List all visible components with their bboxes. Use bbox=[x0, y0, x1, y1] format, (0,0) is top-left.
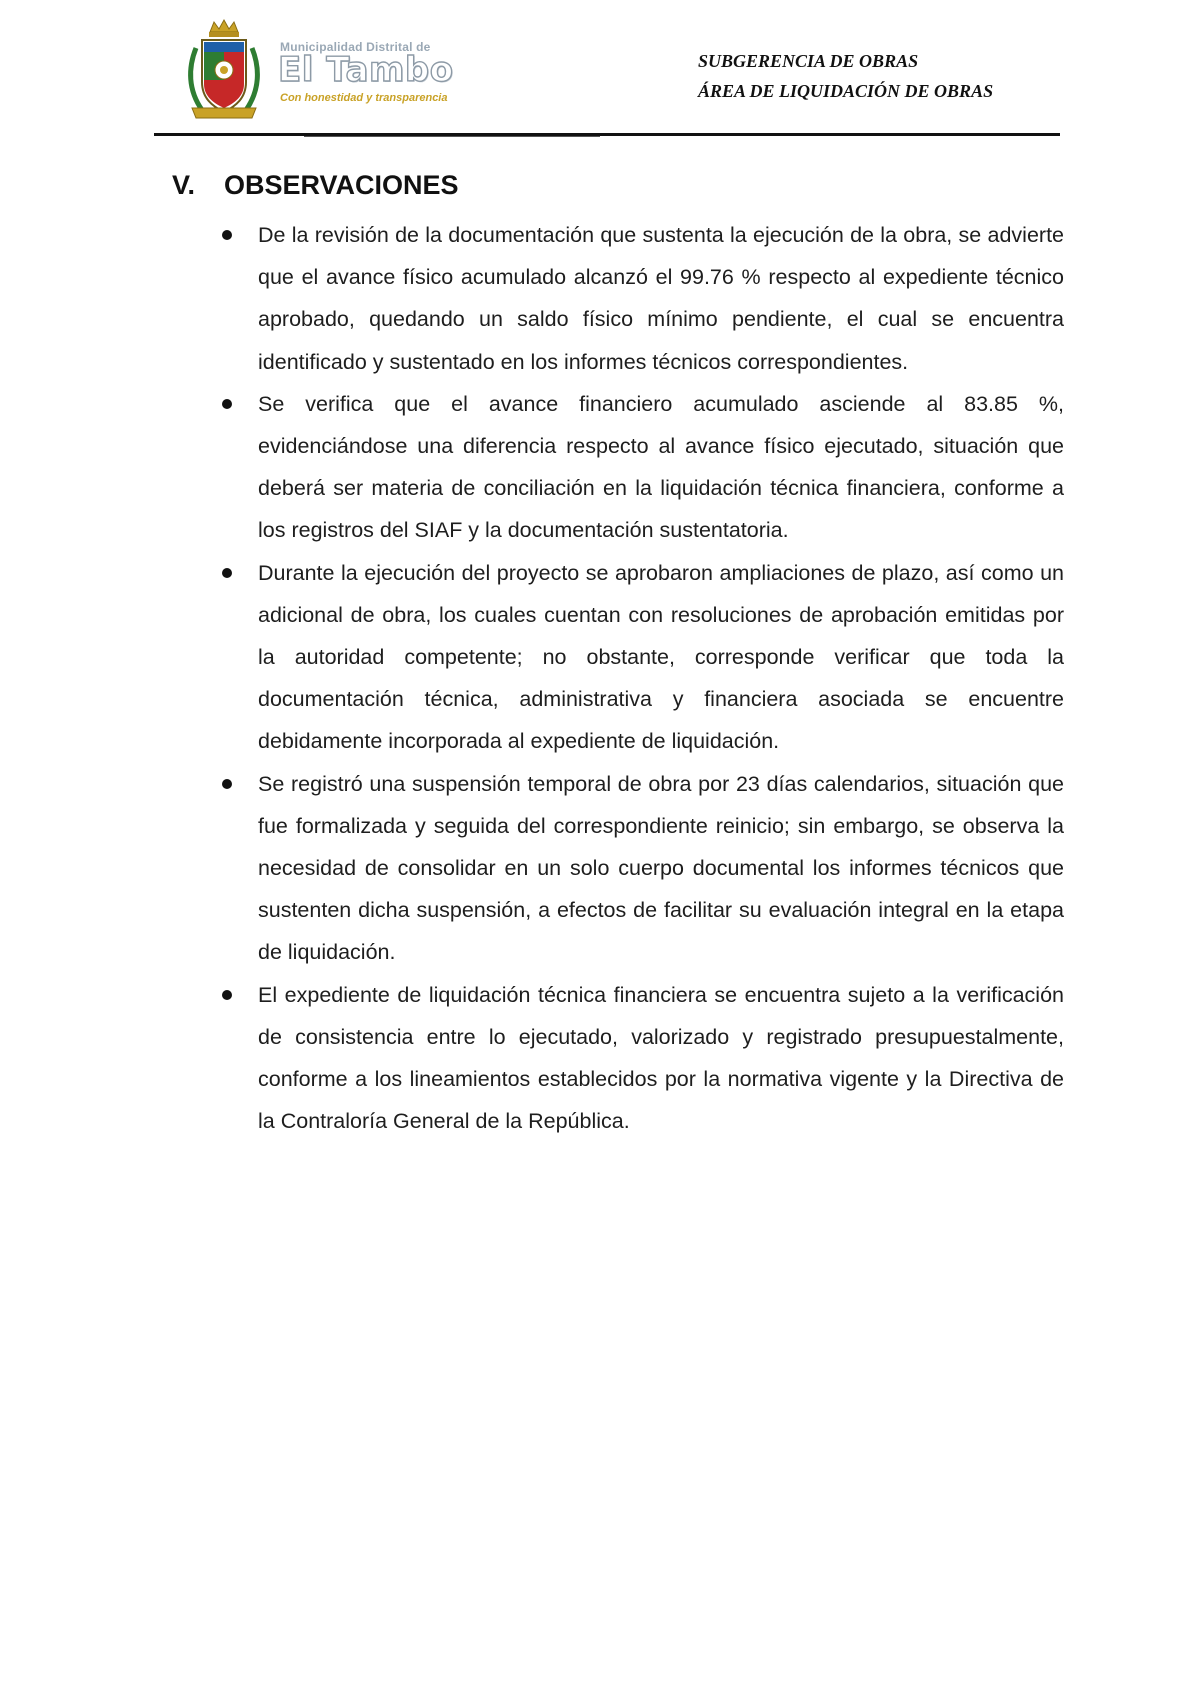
list-item bbox=[220, 383, 1064, 552]
observation-text: Se registró una suspensión temporal de obra por 23 días calendarios, situación que fue formalizada y seguida del correspondiente reinicio; sin embargo, se observa la necesidad de consolidar en un solo cuerpo documental los informes técnicos que sustenten dicha suspensión, a efectos de facilitar su evaluación integral en la etapa de liquidación. bbox=[258, 771, 1064, 965]
bullet-icon bbox=[222, 568, 232, 578]
header-divider-thin bbox=[304, 136, 600, 137]
bullet-icon bbox=[222, 779, 232, 789]
observation-text: De la revisión de la documentación que sustenta la ejecución de la obra, se advierte que el avance físico acumulado alcanzó el 99.76 % respecto al expediente técnico aprobado, quedando un saldo físico mínimo pendiente, el cual se encuentra identificado y sustentado en los informes técnicos correspondientes. bbox=[258, 223, 1064, 374]
observation-text: Se verifica que el avance financiero acumulado asciende al 83.85 %, evidenciándose una diferencia respecto al avance físico ejecutado, situación que deberá ser materia de conciliación en la liquidación técnica financiera, conforme a los registros del SIAF y la documentación sustentatoria. bbox=[258, 391, 1064, 543]
municipality-logo bbox=[276, 36, 456, 112]
bullet-icon bbox=[222, 990, 232, 1000]
observation-text: El expediente de liquidación técnica financiera se encuentra sujeto a la verificación de consistencia entre lo ejecutado, valorizado y registrado presupuestalmente, conforme a los lineamientos establecidos por la normativa vigente y la Directiva de la Contraloría General de la República. bbox=[258, 982, 1064, 1134]
list-item bbox=[220, 214, 1064, 383]
municipal-coat-of-arms-icon bbox=[186, 18, 262, 122]
logo-line-slogan: Con honestidad y transparencia bbox=[280, 92, 448, 104]
observation-text: Durante la ejecución del proyecto se aprobaron ampliaciones de plazo, así como un adicional de obra, los cuales cuentan con resoluciones de aprobación emitidas por la autoridad competente; no obstante, corresponde verificar que toda la documentación técnica, administrativa y financiera asociada se encuentre debidamente incorporada al expediente de liquidación. bbox=[258, 560, 1064, 754]
section-title-text: OBSERVACIONES bbox=[224, 170, 459, 200]
logo-line-name: El Tambo bbox=[278, 50, 454, 90]
section-heading bbox=[172, 170, 459, 201]
bullet-icon bbox=[222, 399, 232, 409]
list-item bbox=[220, 552, 1064, 763]
list-item bbox=[220, 763, 1064, 974]
department-line-1: SUBGERENCIA DE OBRAS bbox=[698, 51, 919, 71]
section-number: V. bbox=[172, 170, 196, 200]
department-line-2: ÁREA DE LIQUIDACIÓN DE OBRAS bbox=[698, 81, 994, 101]
page-header bbox=[0, 0, 1200, 140]
bullet-icon bbox=[222, 230, 232, 240]
list-item bbox=[220, 974, 1064, 1143]
observations-list bbox=[220, 214, 1064, 1142]
header-divider bbox=[154, 133, 1060, 136]
logo-line-municipality: Municipalidad Distrital de bbox=[280, 40, 431, 54]
department-heading bbox=[698, 46, 993, 106]
